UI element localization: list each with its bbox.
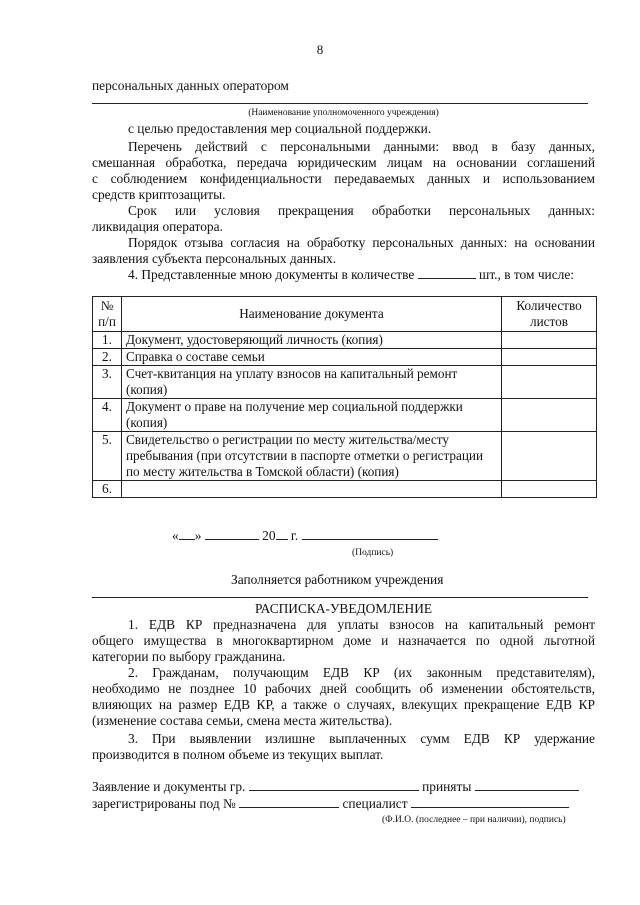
receipt-p2-line-2: необходимо не позднее 10 рабочих дней сообщить об изменении обстоятельств, xyxy=(92,681,595,696)
receipt-p2-line-4: (изменение состава семьи, смена места жительства). xyxy=(92,713,393,728)
table-row xyxy=(93,399,597,432)
term-line-2: ликвидация оператора. xyxy=(92,219,223,234)
table-row xyxy=(93,481,597,498)
year-suffix: г. xyxy=(290,528,299,543)
receipt-p3-line-1: 3. При выявлении излишне выплаченных сумм ЕДВ КР удержание xyxy=(128,731,595,746)
receipt-p2-line-3: влияющих на размер ЕДВ КР, а также о случаях, влекущих прекращение ЕДВ КР xyxy=(92,697,595,712)
table-row xyxy=(93,432,597,481)
row-doc-name: Документ, удостоверяющий личность (копия) xyxy=(122,332,502,349)
accepted-line xyxy=(92,779,595,795)
row-doc-name[interactable] xyxy=(122,481,502,498)
actions-line-4: средств криптозащиты. xyxy=(92,187,226,202)
term-line-1: Срок или условия прекращения обработки персональных данных: xyxy=(128,203,595,218)
day-blank[interactable] xyxy=(179,528,195,540)
specialist-blank[interactable] xyxy=(411,796,569,808)
receipt-p1-line-3: категории по выбору гражданина. xyxy=(92,649,286,664)
date-open-quote: « xyxy=(172,528,179,543)
receipt-p3-line-2: производится в полном объеме из текущих выплат. xyxy=(92,747,384,762)
header-num: № п/п xyxy=(93,297,122,332)
revoke-line-2: заявления субъекта персональных данных. xyxy=(92,251,337,266)
table-row xyxy=(93,366,597,399)
row-num: 5. xyxy=(93,432,122,481)
actions-line-2: смешанная обработка, передача юридическим лицам на основании соглашений xyxy=(92,155,595,170)
row-num: 2. xyxy=(93,349,122,366)
operator-line: персональных данных оператором xyxy=(92,78,289,93)
actions-line-3: с соблюдением конфиденциальности передаваемых данных и использованием xyxy=(92,171,595,186)
row-doc-name: Свидетельство о регистрации по месту жительства/месту пребывания (при отсутствии в паспорте отметки о регистрации по месту жительства в Томской области) (копия) xyxy=(122,432,502,481)
page-number: 8 xyxy=(316,42,324,57)
docs-intro xyxy=(92,267,595,283)
month-blank[interactable] xyxy=(205,528,259,540)
row-qty-cell[interactable] xyxy=(502,481,597,498)
registered-label-b: специалист xyxy=(342,796,408,811)
year-prefix: 20 xyxy=(262,528,276,543)
docs-intro-text-b: шт., в том числе: xyxy=(479,267,575,282)
row-num: 6. xyxy=(93,481,122,498)
receipt-p1-line-2: общего имущества в многоквартирном доме и назначается по одной льготной xyxy=(92,633,595,648)
table-row xyxy=(93,349,597,366)
year-blank[interactable] xyxy=(276,528,288,540)
row-qty-cell[interactable] xyxy=(502,349,597,366)
row-qty-cell[interactable] xyxy=(502,366,597,399)
accepted-label-a: Заявление и документы гр. xyxy=(92,779,246,794)
row-qty-cell[interactable] xyxy=(502,432,597,481)
docs-count-blank[interactable] xyxy=(418,267,476,279)
actions-line-1: Перечень действий с персональными данными: ввод в базу данных, xyxy=(128,139,595,154)
header-name: Наименование документа xyxy=(122,297,502,332)
row-num: 4. xyxy=(93,399,122,432)
row-qty-cell[interactable] xyxy=(502,399,597,432)
table-row xyxy=(93,332,597,349)
signature-blank[interactable] xyxy=(302,528,438,540)
receipt-p2-line-1: 2. Гражданам, получающим ЕДВ КР (их законным представителям), xyxy=(128,665,595,680)
docs-intro-text-a: 4. Представленные мною документы в количестве xyxy=(128,267,415,282)
row-qty-cell[interactable] xyxy=(502,332,597,349)
row-doc-name: Счет-квитанция на уплату взносов на капитальный ремонт (копия) xyxy=(122,366,502,399)
row-doc-name: Документ о праве на получение мер социальной поддержки (копия) xyxy=(122,399,502,432)
registered-label-a: зарегистрированы под № xyxy=(92,796,236,811)
registration-number-blank[interactable] xyxy=(239,796,339,808)
citizen-name-blank[interactable] xyxy=(249,779,419,791)
header-qty: Количество листов xyxy=(502,297,597,332)
registered-line xyxy=(92,796,595,812)
accepted-label-b: приняты xyxy=(422,779,472,794)
purpose-text: с целью предоставления мер социальной поддержки. xyxy=(128,121,432,136)
specialist-caption: (Ф.И.О. (последнее – при наличии), подпись) xyxy=(382,815,566,825)
row-num: 1. xyxy=(93,332,122,349)
signature-date-line xyxy=(172,528,492,544)
accepted-date-blank[interactable] xyxy=(475,779,579,791)
table-header-row xyxy=(93,297,597,332)
row-num: 3. xyxy=(93,366,122,399)
filled-by-note: Заполняется работником учреждения xyxy=(231,572,444,587)
operator-caption: (Наименование уполномоченного учреждения) xyxy=(248,108,439,118)
receipt-separator xyxy=(92,597,588,598)
operator-underline xyxy=(92,103,588,104)
revoke-line-1: Порядок отзыва согласия на обработку персональных данных: на основании xyxy=(128,235,595,250)
row-doc-name: Справка о составе семьи xyxy=(122,349,502,366)
documents-table xyxy=(92,296,597,498)
receipt-title: РАСПИСКА-УВЕДОМЛЕНИЕ xyxy=(254,601,433,616)
date-close-quote: » xyxy=(194,528,202,543)
receipt-p1-line-1: 1. ЕДВ КР предназначена для уплаты взносов на капитальный ремонт xyxy=(128,617,595,632)
signature-caption: (Подпись) xyxy=(352,548,394,558)
